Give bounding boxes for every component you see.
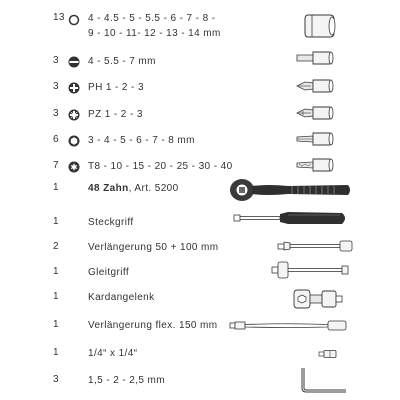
quantity: 13 (53, 12, 65, 23)
item-description (88, 373, 165, 388)
description-line: 3 - 4 - 5 - 6 - 7 - 8 mm (88, 135, 195, 146)
flexible-extension-icon (228, 317, 358, 335)
item-description (88, 346, 137, 361)
phillips-head-icon (68, 82, 82, 96)
description-line: 4 - 4.5 - 5 - 5.5 - 6 - 7 - 8 - (88, 13, 216, 24)
item-description (88, 240, 219, 255)
item-description (88, 11, 221, 41)
item-description (88, 318, 218, 333)
description-line: 1,5 - 2 - 2,5 mm (88, 375, 165, 386)
circle-ring-icon (68, 14, 82, 28)
quantity: 1 (53, 182, 59, 193)
description-line: Gleitgriff (88, 267, 130, 278)
quantity: 3 (53, 55, 59, 66)
phillips-bit-socket-icon (295, 75, 337, 97)
item-description (88, 159, 233, 174)
quantity: 3 (53, 81, 59, 92)
description-line: Kardangelenk (88, 292, 155, 303)
quantity: 1 (53, 319, 59, 330)
hex-bit-socket-icon (295, 128, 337, 150)
quantity: 7 (53, 160, 59, 171)
torx-head-icon (68, 161, 82, 175)
quantity: 3 (53, 108, 59, 119)
item-description (88, 265, 129, 280)
sliding-t-handle-icon (270, 258, 350, 282)
slotted-head-icon (68, 56, 82, 70)
ratchet-icon (228, 174, 353, 206)
quantity: 1 (53, 347, 59, 358)
description-line: 4 - 5.5 - 7 mm (88, 56, 156, 67)
item-description (88, 54, 156, 69)
item-description (88, 107, 143, 122)
socket-icon (302, 11, 342, 41)
quantity: 3 (53, 374, 59, 385)
hex-head-icon (68, 135, 82, 149)
pozidriv-bit-socket-icon (295, 102, 337, 124)
description-line: 1/4“ x 1/4“ (88, 348, 138, 359)
universal-joint-icon (290, 287, 350, 311)
quantity: 1 (53, 266, 59, 277)
description-line: PZ 1 - 2 - 3 (88, 109, 143, 120)
item-description (88, 181, 179, 196)
quantity: 1 (53, 216, 59, 227)
pozidriv-head-icon (68, 109, 82, 123)
description-line: 9 - 10 - 11- 12 - 13 - 14 mm (88, 28, 221, 39)
hex-key-icon (300, 366, 350, 398)
description-line: PH 1 - 2 - 3 (88, 82, 144, 93)
item-description (88, 290, 155, 305)
description-line: Verlängerung flex. 150 mm (88, 320, 218, 331)
description-line: Verlängerung 50 + 100 mm (88, 242, 219, 253)
quantity: 2 (53, 241, 59, 252)
item-description (88, 215, 134, 230)
description-bold: 48 Zahn (88, 183, 129, 194)
slotted-bit-socket-icon (295, 47, 337, 69)
item-description (88, 133, 195, 148)
quantity: 6 (53, 134, 59, 145)
quantity: 1 (53, 291, 59, 302)
bit-adapter-icon (318, 349, 340, 359)
item-description (88, 80, 144, 95)
extension-bar-icon (276, 236, 356, 256)
torx-bit-socket-icon (295, 154, 337, 176)
description-line: Steckgriff (88, 217, 134, 228)
spinner-handle-icon (232, 208, 352, 230)
description-line: , Art. 5200 (128, 183, 179, 194)
description-line: T8 - 10 - 15 - 20 - 25 - 30 - 40 (88, 161, 233, 172)
